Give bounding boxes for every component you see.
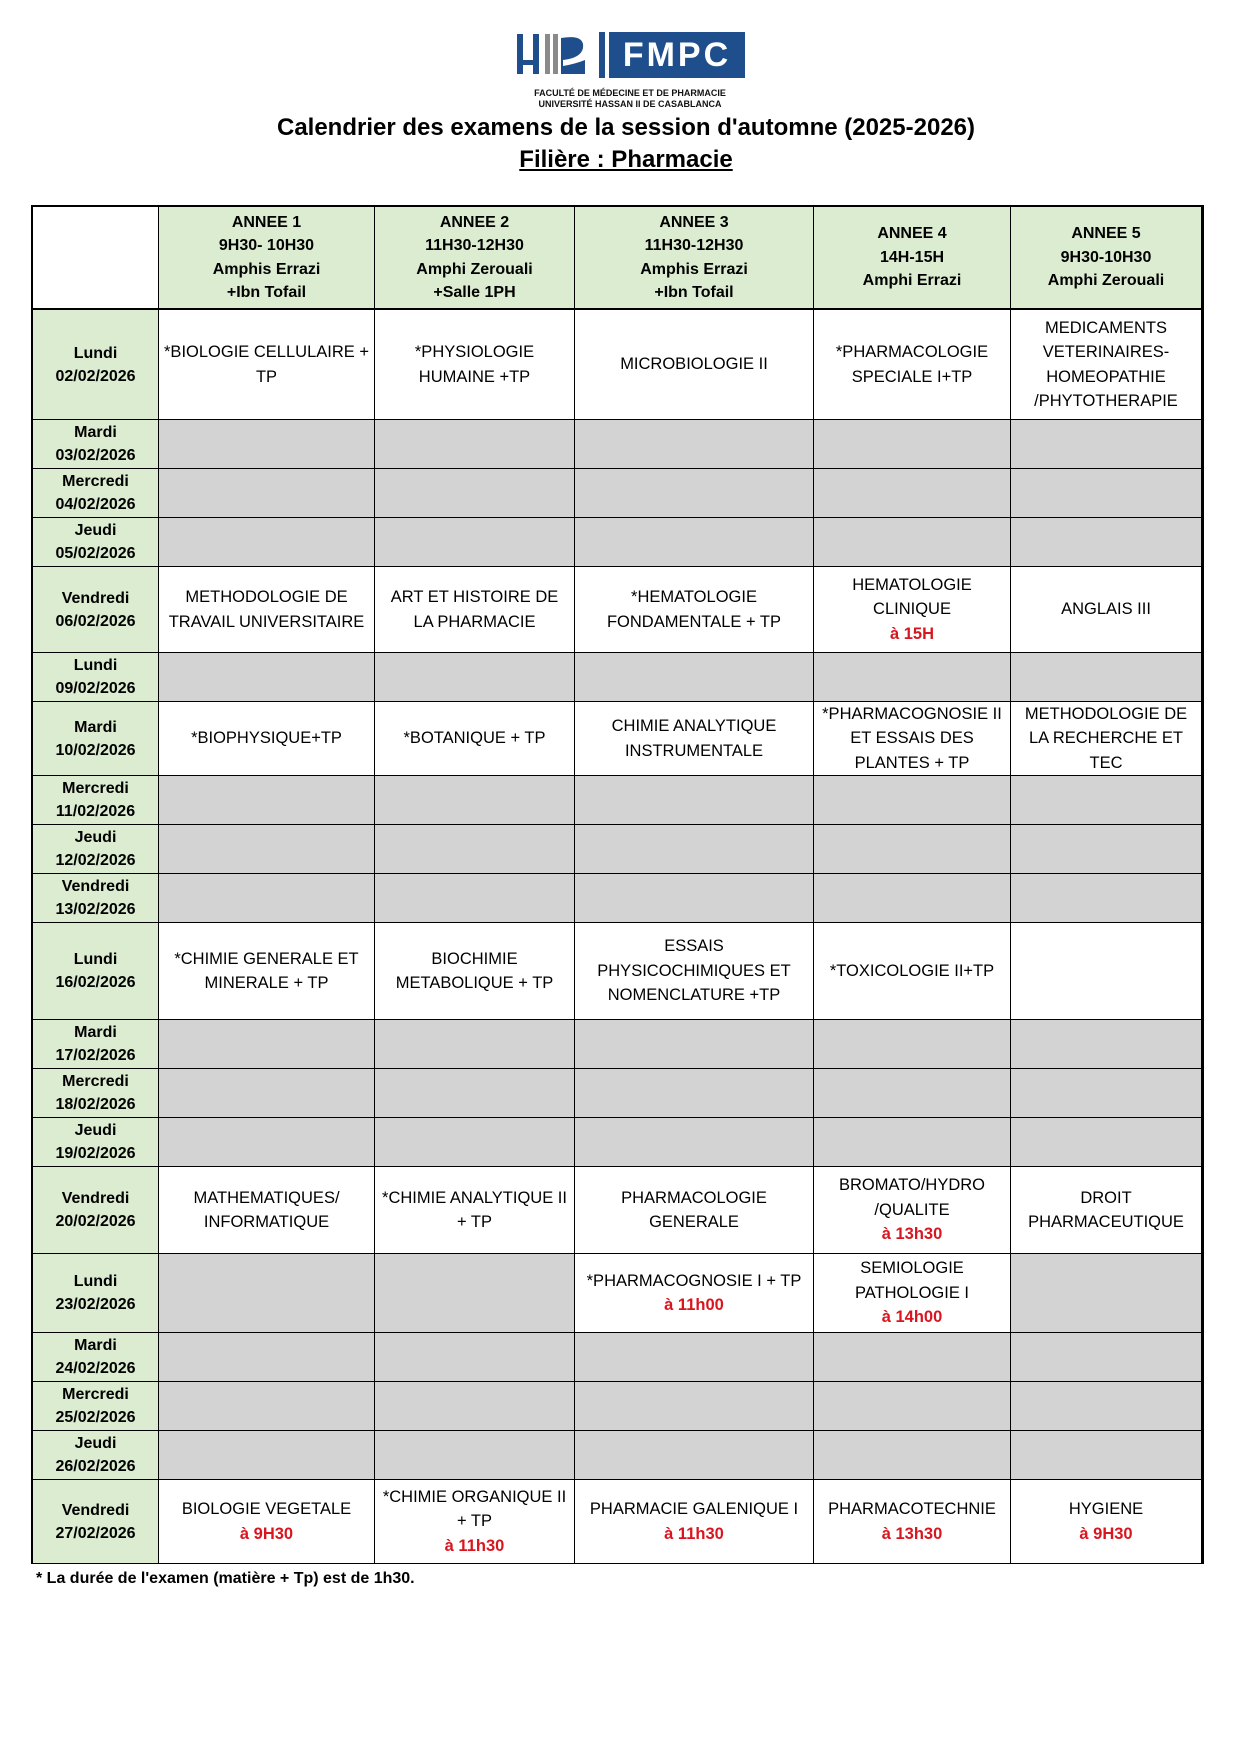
exam-cell [375, 923, 575, 1020]
empty-slot [375, 874, 575, 923]
exam-subject: HEMATOLOGIE CLINIQUE [852, 575, 972, 619]
empty-slot [1011, 1382, 1202, 1431]
faculty-line-2: UNIVERSITÉ HASSAN II DE CASABLANCA [538, 99, 722, 109]
exam-time: à 13h30 [881, 1524, 943, 1543]
exam-cell [814, 310, 1011, 420]
empty-slot [159, 1431, 375, 1480]
exam-cell [814, 1480, 1011, 1564]
column-header-line3: Amphi Zerouali [416, 260, 533, 278]
column-header-annee-3 [575, 207, 814, 310]
exam-cell [375, 1167, 575, 1254]
exam-subject: PHARMACIE GALENIQUE I [589, 1500, 799, 1518]
day-date: 06/02/2026 [55, 612, 136, 630]
day-date: 12/02/2026 [55, 852, 136, 869]
empty-slot [1011, 420, 1202, 469]
empty-slot [575, 653, 814, 702]
empty-slot [1011, 1020, 1202, 1069]
empty-slot [1011, 776, 1202, 825]
day-cell [33, 518, 159, 567]
exam-cell [1011, 702, 1202, 776]
day-date: 19/02/2026 [55, 1145, 136, 1162]
empty-slot [814, 874, 1011, 923]
empty-slot [159, 1382, 375, 1431]
day-cell [33, 1382, 159, 1431]
exam-time: à 15H [889, 624, 935, 643]
day-date: 04/02/2026 [55, 496, 136, 513]
column-header-line1: ANNEE 1 [231, 213, 302, 231]
empty-slot [575, 1431, 814, 1480]
day-cell [33, 1069, 159, 1118]
column-header-annee-2 [375, 207, 575, 310]
day-date: 27/02/2026 [55, 1524, 136, 1542]
empty-slot [1011, 825, 1202, 874]
day-name: Mercredi [62, 473, 129, 490]
exam-cell [159, 567, 375, 653]
exam-cell [814, 702, 1011, 776]
day-date: 10/02/2026 [55, 741, 136, 759]
empty-slot [159, 469, 375, 518]
exam-subject: *BOTANIQUE + TP [403, 729, 546, 748]
exam-subject: *BIOPHYSIQUE+TP [191, 729, 342, 748]
day-name: Jeudi [74, 1435, 117, 1452]
exam-subject: METHODOLOGIE DE TRAVAIL UNIVERSITAIRE [168, 588, 365, 631]
exam-cell [575, 923, 814, 1020]
day-name: Jeudi [74, 1122, 117, 1139]
day-date: 20/02/2026 [55, 1213, 136, 1230]
empty-slot [375, 653, 575, 702]
column-header-line1: ANNEE 3 [659, 213, 729, 231]
day-name: Vendredi [61, 878, 130, 895]
empty-slot [375, 1069, 575, 1118]
empty-slot [159, 1254, 375, 1333]
exam-cell [159, 923, 375, 1020]
logo-fmpc: FMPC [609, 32, 745, 78]
day-cell [33, 310, 159, 420]
logo-separator [599, 32, 605, 78]
day-name: Jeudi [74, 522, 117, 539]
empty-slot [575, 1118, 814, 1167]
day-cell [33, 1167, 159, 1254]
day-date: 05/02/2026 [55, 545, 136, 562]
exam-subject: PHARMACOLOGIE GENERALE [621, 1188, 767, 1231]
day-name: Mercredi [62, 1386, 129, 1403]
empty-slot [814, 518, 1011, 567]
exam-cell [1011, 923, 1202, 1020]
exam-subject: PHARMACOTECHNIE [828, 1500, 996, 1518]
empty-slot [375, 1118, 575, 1167]
empty-slot [575, 1333, 814, 1382]
exam-subject: BIOCHIMIE METABOLIQUE + TP [395, 949, 554, 992]
empty-slot [159, 1118, 375, 1167]
day-cell [33, 776, 159, 825]
exam-time: à 9H30 [239, 1524, 294, 1543]
empty-slot [375, 1020, 575, 1069]
column-header-line3: Amphis Errazi [640, 260, 748, 278]
exam-cell [159, 1480, 375, 1564]
column-header-line3: Amphis Errazi [212, 260, 321, 278]
empty-slot [1011, 1069, 1202, 1118]
exam-subject: BIOLOGIE VEGETALE [181, 1500, 352, 1518]
faculty-name [505, 88, 755, 110]
exam-cell [575, 702, 814, 776]
empty-slot [375, 469, 575, 518]
empty-slot [375, 1382, 575, 1431]
empty-slot [375, 518, 575, 567]
exam-cell [159, 1167, 375, 1254]
empty-slot [814, 825, 1011, 874]
subtitle-text: Filière : Pharmacie [519, 146, 733, 173]
day-date: 16/02/2026 [55, 974, 136, 991]
exam-subject: *HEMATOLOGIE FONDAMENTALE + TP [606, 588, 782, 631]
day-name: Vendredi [61, 1501, 130, 1519]
day-cell [33, 567, 159, 653]
exam-time: à 11h30 [664, 1524, 724, 1543]
empty-slot [575, 1382, 814, 1431]
column-header-line2: 11H30-12H30 [425, 237, 524, 254]
empty-slot [575, 825, 814, 874]
empty-slot [814, 776, 1011, 825]
day-cell [33, 1333, 159, 1382]
exam-subject: ANGLAIS III [1061, 600, 1151, 619]
empty-slot [159, 518, 375, 567]
empty-slot [575, 776, 814, 825]
empty-slot [575, 874, 814, 923]
university-logo [515, 30, 745, 110]
day-date: 17/02/2026 [55, 1047, 136, 1064]
empty-slot [814, 1333, 1011, 1382]
exam-subject: SEMIOLOGIE PATHOLOGIE I [855, 1259, 969, 1302]
empty-slot [1011, 1431, 1202, 1480]
day-cell [33, 420, 159, 469]
exam-subject: *PHYSIOLOGIE HUMAINE +TP [414, 343, 535, 386]
exam-cell [1011, 567, 1202, 653]
empty-slot [375, 1431, 575, 1480]
faculty-line-1: FACULTÉ DE MÉDECINE ET DE PHARMACIE [534, 88, 726, 98]
day-cell [33, 1480, 159, 1564]
day-cell [33, 469, 159, 518]
empty-slot [375, 776, 575, 825]
empty-slot [1011, 1118, 1202, 1167]
empty-slot [1011, 1254, 1202, 1333]
exam-subject: *BIOLOGIE CELLULAIRE + TP [164, 343, 369, 386]
day-cell [33, 923, 159, 1020]
exam-subject: *CHIMIE GENERALE ET MINERALE + TP [174, 949, 359, 992]
empty-slot [159, 1069, 375, 1118]
empty-slot [159, 420, 375, 469]
empty-slot [575, 1069, 814, 1118]
footnote: * La durée de l'examen (matière + Tp) est de 1h30. [36, 1570, 415, 1587]
day-name: Mercredi [62, 1073, 129, 1090]
day-date: 02/02/2026 [55, 367, 136, 385]
empty-slot [1011, 874, 1202, 923]
exam-time: à 11h00 [664, 1296, 724, 1314]
day-name: Mardi [74, 718, 117, 736]
exam-subject: *TOXICOLOGIE II+TP [829, 961, 995, 980]
column-header-annee-4 [814, 207, 1011, 310]
exam-subject: *CHIMIE ANALYTIQUE II + TP [382, 1188, 567, 1231]
column-header-line4: +Ibn Tofail [226, 284, 307, 301]
empty-slot [1011, 653, 1202, 702]
column-header-annee-5 [1011, 207, 1202, 310]
exam-cell [159, 310, 375, 420]
empty-slot [814, 1382, 1011, 1431]
exam-cell [575, 1480, 814, 1564]
exam-subject: ESSAIS PHYSICOCHIMIQUES ET NOMENCLATURE +TP [597, 937, 791, 1005]
empty-slot [375, 420, 575, 469]
exam-schedule-table [31, 205, 1204, 1564]
day-cell [33, 1118, 159, 1167]
empty-slot [575, 469, 814, 518]
empty-slot [159, 776, 375, 825]
column-header-line1: ANNEE 4 [877, 225, 947, 243]
day-date: 13/02/2026 [55, 901, 136, 918]
day-name: Mercredi [62, 780, 129, 797]
exam-cell [575, 1254, 814, 1333]
day-date: 26/02/2026 [55, 1458, 136, 1475]
exam-subject: *PHARMACOGNOSIE II ET ESSAIS DES PLANTES + TP [822, 704, 1002, 772]
day-cell [33, 1431, 159, 1480]
empty-slot [814, 1069, 1011, 1118]
column-header-line4: +Salle 1PH [433, 284, 516, 301]
empty-slot [375, 825, 575, 874]
exam-subject: HYGIENE [1068, 1500, 1144, 1518]
empty-slot [375, 1254, 575, 1333]
day-name: Mardi [74, 1337, 117, 1354]
day-name: Jeudi [74, 829, 117, 846]
day-date: 11/02/2026 [55, 803, 136, 820]
column-header-line2: 14H-15H [879, 248, 945, 266]
day-name: Lundi [73, 344, 118, 362]
empty-slot [575, 518, 814, 567]
exam-subject: MICROBIOLOGIE II [620, 355, 768, 374]
exam-cell [1011, 310, 1202, 420]
exam-cell [814, 1254, 1011, 1333]
day-name: Lundi [73, 1273, 118, 1290]
empty-slot [1011, 518, 1202, 567]
exam-cell [814, 1167, 1011, 1254]
exam-subject: CHIMIE ANALYTIQUE INSTRUMENTALE [611, 717, 777, 760]
empty-slot [159, 1020, 375, 1069]
day-date: 09/02/2026 [55, 680, 136, 697]
day-cell [33, 1020, 159, 1069]
exam-time: à 13h30 [881, 1225, 943, 1244]
exam-subject: *PHARMACOGNOSIE I + TP [586, 1271, 802, 1290]
day-name: Vendredi [61, 1190, 130, 1207]
empty-slot [575, 420, 814, 469]
empty-slot [814, 1020, 1011, 1069]
empty-slot [159, 653, 375, 702]
column-header-line4: +Ibn Tofail [654, 284, 734, 301]
exam-cell [375, 702, 575, 776]
empty-slot [159, 825, 375, 874]
exam-cell [575, 567, 814, 653]
exam-cell [575, 1167, 814, 1254]
empty-slot [814, 1431, 1011, 1480]
exam-cell [375, 310, 575, 420]
day-name: Mardi [74, 1024, 117, 1041]
day-name: Mardi [74, 424, 117, 441]
column-header-line1: ANNEE 5 [1071, 225, 1141, 243]
exam-time: à 11h30 [444, 1536, 505, 1555]
exam-cell [814, 923, 1011, 1020]
empty-slot [814, 420, 1011, 469]
exam-cell [375, 567, 575, 653]
day-cell [33, 1254, 159, 1333]
exam-cell [375, 1480, 575, 1564]
day-name: Vendredi [61, 589, 130, 607]
day-date: 24/02/2026 [55, 1360, 136, 1377]
exam-time: à 9H30 [1079, 1524, 1133, 1543]
empty-slot [814, 469, 1011, 518]
empty-slot [1011, 469, 1202, 518]
day-cell [33, 874, 159, 923]
empty-slot [1011, 1333, 1202, 1382]
exam-subject: MATHEMATIQUES/ INFORMATIQUE [193, 1188, 340, 1231]
column-header-line1: ANNEE 2 [439, 213, 510, 231]
day-date: 25/02/2026 [55, 1409, 136, 1426]
empty-slot [159, 1333, 375, 1382]
column-header-line2: 11H30-12H30 [644, 237, 744, 254]
exam-subject: DROIT PHARMACEUTIQUE [1028, 1188, 1184, 1231]
day-date: 18/02/2026 [55, 1096, 136, 1113]
day-cell [33, 653, 159, 702]
column-header-line2: 9H30-10H30 [1060, 248, 1152, 266]
exam-cell [575, 310, 814, 420]
day-date: 23/02/2026 [55, 1296, 136, 1313]
page-subtitle [0, 145, 1241, 175]
day-cell [33, 825, 159, 874]
column-header-annee-1 [159, 207, 375, 310]
day-name: Lundi [73, 657, 118, 674]
day-cell [33, 702, 159, 776]
empty-slot [575, 1020, 814, 1069]
empty-slot [814, 1118, 1011, 1167]
empty-slot [159, 874, 375, 923]
uh2c-logo-icon [515, 30, 590, 80]
table-corner [33, 207, 159, 310]
column-header-line3: Amphi Zerouali [1047, 272, 1165, 290]
exam-cell [814, 567, 1011, 653]
exam-cell [1011, 1167, 1202, 1254]
day-name: Lundi [73, 951, 118, 968]
exam-subject: MEDICAMENTS VETERINAIRES-HOMEOPATHIE /PHYTOTHERAPIE [1034, 318, 1178, 410]
exam-subject: ART ET HISTOIRE DE LA PHARMACIE [390, 588, 559, 631]
column-header-line2: 9H30- 10H30 [218, 237, 315, 254]
page-title: Calendrier des examens de la session d'automne (2025-2026) [276, 114, 975, 141]
empty-slot [375, 1333, 575, 1382]
column-header-line3: Amphi Errazi [862, 272, 962, 290]
exam-subject: METHODOLOGIE DE LA RECHERCHE ET TEC [1024, 704, 1188, 772]
exam-subject: *CHIMIE ORGANIQUE II + TP [382, 1487, 567, 1531]
day-date: 03/02/2026 [55, 447, 136, 464]
exam-subject: *PHARMACOLOGIE SPECIALE I+TP [835, 343, 989, 386]
exam-cell [1011, 1480, 1202, 1564]
empty-slot [814, 653, 1011, 702]
exam-time: à 14h00 [881, 1308, 943, 1327]
exam-subject: BROMATO/HYDRO /QUALITE [838, 1176, 986, 1219]
exam-cell [159, 702, 375, 776]
